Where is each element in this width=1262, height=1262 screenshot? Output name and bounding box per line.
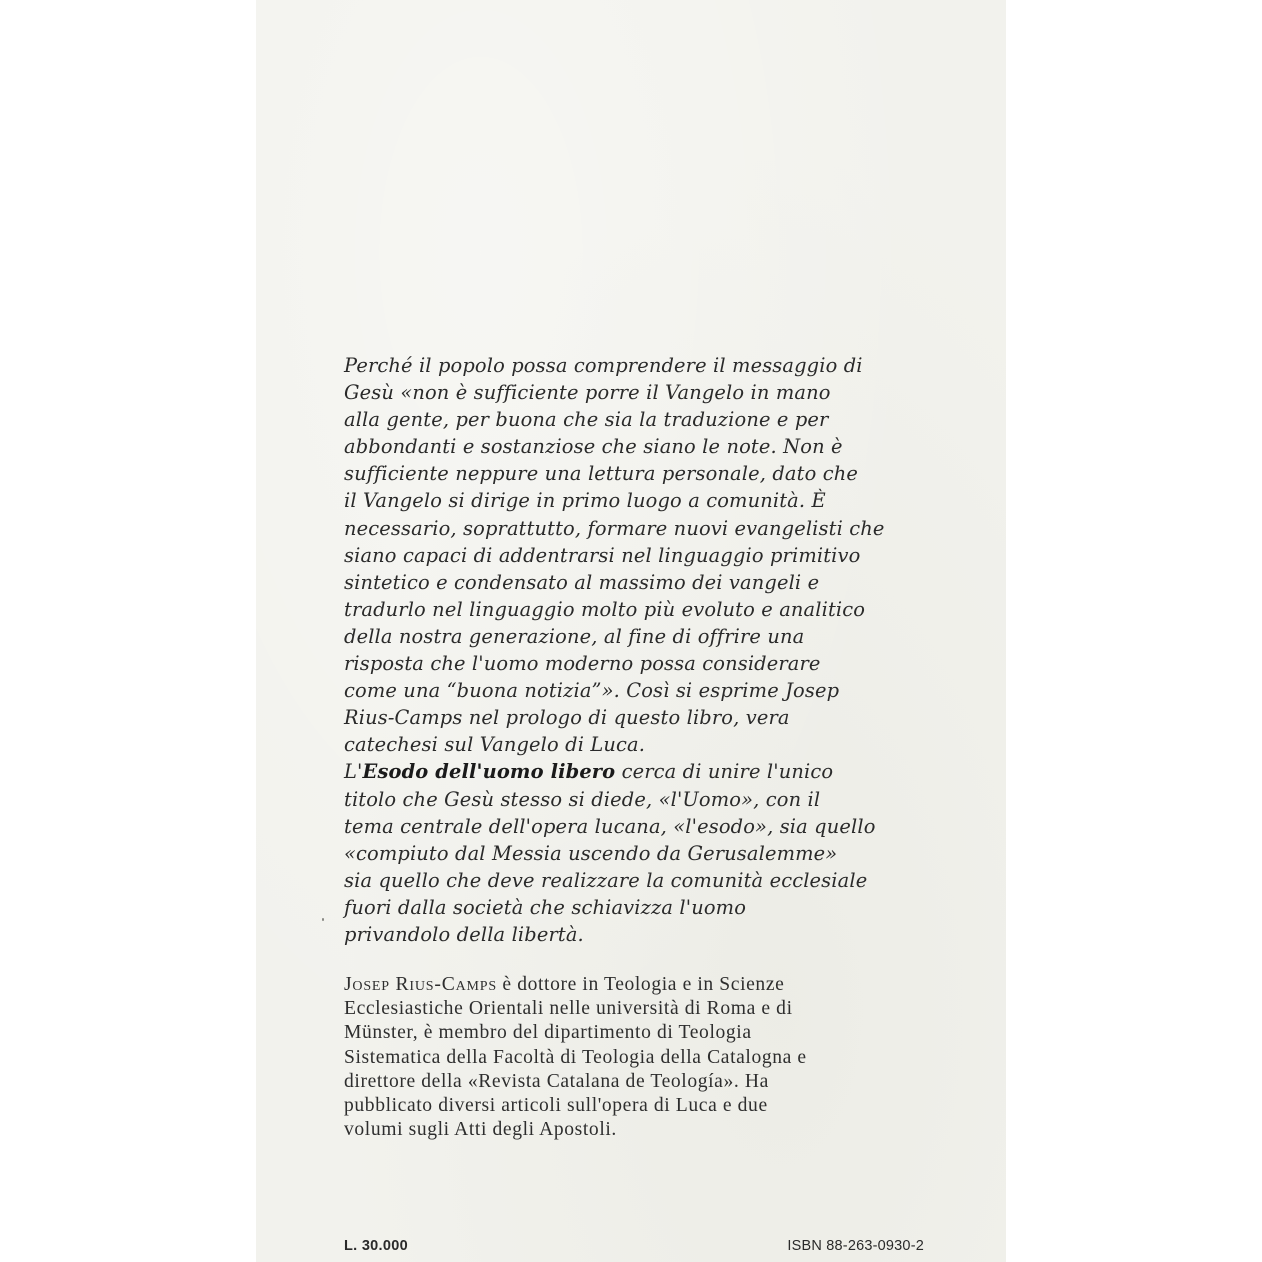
book-back-cover <box>256 0 1006 1262</box>
blurb-line: alla gente, per buona che sia la traduzione e per <box>344 408 829 432</box>
blurb-line: titolo che Gesù stesso si diede, «l'Uomo», con il <box>344 787 821 811</box>
bio-line: pubblicato diversi articoli sull'opera di Luca e due <box>344 1095 768 1117</box>
blurb-title-line <box>344 758 944 785</box>
blurb-line: fuori dalla società che schiavizza l'uomo <box>344 895 747 919</box>
blurb-line: «compiuto dal Messia uscendo da Gerusalemme» <box>344 841 838 865</box>
blurb-line: Gesù «non è sufficiente porre il Vangelo in mano <box>344 381 831 405</box>
bio-line: direttore della «Revista Catalana de Teología». Ha <box>344 1070 769 1092</box>
paper-speck <box>322 918 324 921</box>
author-name: Josep Rius-Camps <box>344 974 497 995</box>
blurb-line: privandolo della libertà. <box>344 922 584 946</box>
blurb-line: necessario, soprattutto, formare nuovi evangelisti che <box>344 516 885 540</box>
bio-line: volumi sugli Atti degli Apostoli. <box>344 1119 617 1141</box>
blurb-text <box>344 352 944 948</box>
bio-first-line <box>344 973 944 997</box>
price-label: L. 30.000 <box>344 1238 408 1254</box>
blurb-line: Perché il popolo possa comprendere il messaggio di <box>344 354 863 377</box>
blurb-line: tradurlo nel linguaggio molto più evoluto e analitico <box>344 597 866 621</box>
blurb-line: sintetico e condensato al massimo dei vangeli e <box>344 570 820 594</box>
book-title: Esodo dell'uomo libero <box>362 760 616 784</box>
blurb-line: catechesi sul Vangelo di Luca. <box>344 733 646 757</box>
blurb-line: risposta che l'uomo moderno possa considerare <box>344 652 821 676</box>
isbn-label: ISBN 88-263-0930-2 <box>787 1238 924 1254</box>
bio-line: Münster, è membro del dipartimento di Teologia <box>344 1022 752 1044</box>
bio-first-line-rest: è dottore in Teologia e in Scienze <box>496 974 785 995</box>
blurb-line: Rius-Camps nel prologo di questo libro, vera <box>344 706 790 730</box>
author-bio <box>344 973 944 1142</box>
bio-line: Ecclesiastiche Orientali nelle università di Roma e di <box>344 998 793 1020</box>
blurb-line: sia quello che deve realizzare la comunità ecclesiale <box>344 868 868 892</box>
title-prefix: L' <box>344 760 363 784</box>
blurb-line: sufficiente neppure una lettura personale, dato che <box>344 462 858 486</box>
blurb-line: della nostra generazione, al fine di offrire una <box>344 624 805 648</box>
bio-line: Sistematica della Facoltà di Teologia della Catalogna e <box>344 1046 807 1068</box>
title-suffix: cerca di unire l'unico <box>615 760 834 784</box>
blurb-line: tema centrale dell'opera lucana, «l'esodo», sia quello <box>344 814 876 838</box>
blurb-line: siano capaci di addentrarsi nel linguaggio primitivo <box>344 543 861 567</box>
blurb-line: abbondanti e sostanziose che siano le note. Non è <box>344 435 843 459</box>
blurb-line: il Vangelo si dirige in primo luogo a comunità. È <box>344 489 826 513</box>
blurb-line: come una “buona notizia”». Così si esprime Josep <box>344 679 840 703</box>
